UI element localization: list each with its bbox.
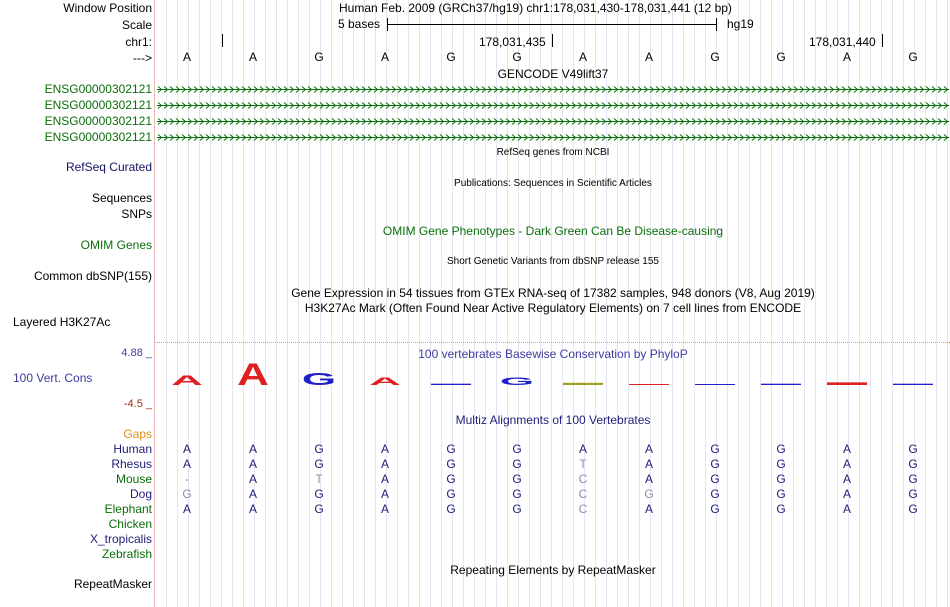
chrom-label: chr1: — [125, 35, 152, 49]
omim-label[interactable]: OMIM Genes — [80, 238, 152, 252]
aligned-base: G — [776, 502, 786, 516]
sequence-base: G — [710, 50, 720, 64]
phylop-glyph — [695, 384, 735, 385]
pos-tick-mark-2 — [882, 34, 883, 47]
repeat-title: Repeating Elements by RepeatMasker — [450, 563, 656, 577]
sequence-base: G — [776, 50, 786, 64]
phylop-glyph — [827, 382, 867, 385]
aligned-base: G — [512, 487, 522, 501]
aligned-base: A — [380, 442, 389, 456]
aligned-base: A — [248, 442, 257, 456]
gencode-transcript-line — [157, 121, 949, 122]
species-label[interactable]: Mouse — [115, 472, 152, 486]
sequences-label[interactable]: Sequences — [91, 191, 152, 205]
aligned-base: T — [579, 457, 587, 471]
pos-tick-2: 178,031,440 — [809, 35, 876, 49]
aligned-base: G — [314, 502, 324, 516]
aligned-base: A — [248, 472, 257, 486]
aligned-base: T — [315, 472, 323, 486]
sequence-base: A — [380, 50, 389, 64]
aligned-base: G — [512, 442, 522, 456]
aligned-base: A — [248, 457, 257, 471]
phylop-glyph: A — [171, 372, 203, 389]
gencode-transcript-line — [157, 137, 949, 138]
aligned-base: A — [842, 502, 851, 516]
species-label[interactable]: Elephant — [104, 502, 152, 516]
aligned-base: G — [512, 457, 522, 471]
gaps-label[interactable]: Gaps — [123, 427, 152, 441]
aligned-base: C — [578, 502, 588, 516]
h3k27ac-baseline — [155, 342, 950, 343]
phylop-logo — [155, 360, 950, 392]
gencode-item-label[interactable]: ENSG00000302121 — [44, 130, 152, 144]
aligned-base: G — [908, 502, 918, 516]
aligned-base: A — [248, 502, 257, 516]
aligned-base: G — [314, 457, 324, 471]
aligned-base: G — [776, 442, 786, 456]
window-position-text: Human Feb. 2009 (GRCh37/hg19) chr1:178,031,430-178,031,441 (12 bp) — [339, 1, 732, 15]
aligned-base: A — [248, 487, 257, 501]
aligned-base: G — [908, 442, 918, 456]
label-separator — [154, 0, 155, 607]
aligned-base: G — [446, 472, 456, 486]
window-position-label: Window Position — [63, 1, 152, 15]
sequence-base: G — [512, 50, 522, 64]
aligned-base: C — [578, 472, 588, 486]
aligned-base: A — [380, 457, 389, 471]
dbsnp-label[interactable]: Common dbSNP(155) — [33, 269, 152, 283]
sequence-base: G — [908, 50, 918, 64]
aligned-base: A — [644, 502, 653, 516]
aligned-base: A — [182, 502, 191, 516]
aligned-base: A — [380, 502, 389, 516]
aligned-base: G — [314, 442, 324, 456]
omim-title: OMIM Gene Phenotypes - Dark Green Can Be Disease-causing — [382, 224, 724, 238]
aligned-base: G — [512, 472, 522, 486]
aligned-base: G — [908, 457, 918, 471]
phylop-max: 4.88 _ — [121, 347, 152, 359]
aligned-base: G — [446, 442, 456, 456]
gencode-item-label[interactable]: ENSG00000302121 — [44, 82, 152, 96]
aligned-base: G — [512, 502, 522, 516]
sequence-base: G — [314, 50, 324, 64]
scale-assembly: hg19 — [727, 17, 754, 31]
scale-bar — [387, 18, 717, 31]
aligned-base: A — [644, 472, 653, 486]
aligned-base: G — [776, 472, 786, 486]
aligned-base: G — [710, 442, 720, 456]
phylop-glyph — [431, 384, 471, 385]
sequence-base: A — [248, 50, 257, 64]
aligned-base: G — [446, 487, 456, 501]
refseq-title: RefSeq genes from NCBI — [496, 147, 610, 158]
sequence-base: A — [578, 50, 587, 64]
aligned-base: G — [776, 457, 786, 471]
species-label[interactable]: Rhesus — [111, 457, 152, 471]
gencode-transcript-line — [157, 105, 949, 106]
aligned-base: A — [578, 442, 587, 456]
aligned-base: G — [710, 457, 720, 471]
aligned-base: G — [314, 487, 324, 501]
pubs-title: Publications: Sequences in Scientific Articles — [454, 178, 652, 189]
strand-label: ---> — [133, 51, 152, 65]
phylop-glyph — [563, 383, 603, 385]
aligned-base: A — [842, 442, 851, 456]
aligned-base: A — [380, 487, 389, 501]
aligned-base: G — [446, 457, 456, 471]
scale-text: 5 bases — [338, 17, 381, 31]
gencode-transcript-strand[interactable] — [157, 134, 949, 141]
aligned-base: A — [842, 487, 851, 501]
h3k27ac-title: H3K27Ac Mark (Often Found Near Active Regulatory Elements) on 7 cell lines from ENCODE — [304, 301, 802, 315]
phylop-glyph — [761, 384, 801, 385]
sequence-base: A — [842, 50, 851, 64]
snps-label[interactable]: SNPs — [121, 207, 152, 221]
aligned-base: A — [842, 472, 851, 486]
aligned-base: G — [908, 487, 918, 501]
sequence-base: G — [446, 50, 456, 64]
gencode-item-label[interactable]: ENSG00000302121 — [44, 98, 152, 112]
species-label[interactable]: X_tropicalis — [89, 532, 152, 546]
gencode-transcript-strand[interactable] — [157, 102, 949, 109]
phylop-glyph — [893, 384, 933, 385]
sequence-base: A — [182, 50, 191, 64]
aligned-base: A — [842, 457, 851, 471]
phylop-glyph: G — [499, 375, 535, 388]
aligned-base: A — [644, 442, 653, 456]
multiz-title: Multiz Alignments of 100 Vertebrates — [455, 413, 651, 427]
aligned-base: A — [182, 442, 191, 456]
gencode-transcript-strand[interactable] — [157, 86, 949, 93]
aligned-base: - — [185, 472, 189, 486]
aligned-base: C — [578, 487, 588, 501]
phylop-title: 100 vertebrates Basewise Conservation by PhyloP — [418, 347, 688, 361]
species-label[interactable]: Dog — [129, 487, 152, 501]
scale-label: Scale — [121, 18, 152, 32]
aligned-base: G — [776, 487, 786, 501]
gtex-title: Gene Expression in 54 tissues from GTEx RNA-seq of 17382 samples, 948 donors (V8, Aug 2019) — [291, 286, 815, 300]
gencode-item-label[interactable]: ENSG00000302121 — [44, 114, 152, 128]
aligned-base: G — [908, 472, 918, 486]
aligned-base: G — [644, 487, 654, 501]
aligned-base: G — [710, 472, 720, 486]
gencode-transcript-line — [157, 89, 949, 90]
species-label[interactable]: Zebrafish — [101, 547, 152, 561]
phylop-glyph: A — [369, 375, 401, 388]
phylop-glyph: G — [301, 370, 337, 390]
species-label[interactable]: Human — [113, 442, 152, 456]
pos-tick-1: 178,031,435 — [479, 35, 546, 49]
phylop-min: -4.5 _ — [123, 398, 152, 410]
phylop-glyph: A — [237, 360, 269, 392]
pos-tick-mark-1 — [552, 34, 553, 47]
phylop-label[interactable]: 100 Vert. Cons — [13, 371, 93, 385]
repeat-label[interactable]: RepeatMasker — [73, 577, 152, 591]
species-label[interactable]: Chicken — [108, 517, 152, 531]
aligned-base: A — [380, 472, 389, 486]
aligned-base: G — [182, 487, 192, 501]
refseq-label[interactable]: RefSeq Curated — [65, 160, 152, 174]
aligned-base: G — [446, 502, 456, 516]
aligned-base: G — [710, 502, 720, 516]
aligned-base: A — [182, 457, 191, 471]
aligned-base: G — [710, 487, 720, 501]
phylop-glyph — [629, 384, 669, 385]
h3k27ac-label[interactable]: Layered H3K27Ac — [13, 315, 111, 329]
gencode-transcript-strand[interactable] — [157, 118, 949, 125]
sequence-base: A — [644, 50, 653, 64]
pos-tick-mark-0 — [222, 34, 223, 47]
aligned-base: A — [644, 457, 653, 471]
dbsnp-title: Short Genetic Variants from dbSNP release 155 — [447, 256, 659, 267]
gencode-title: GENCODE V49lift37 — [497, 67, 609, 81]
